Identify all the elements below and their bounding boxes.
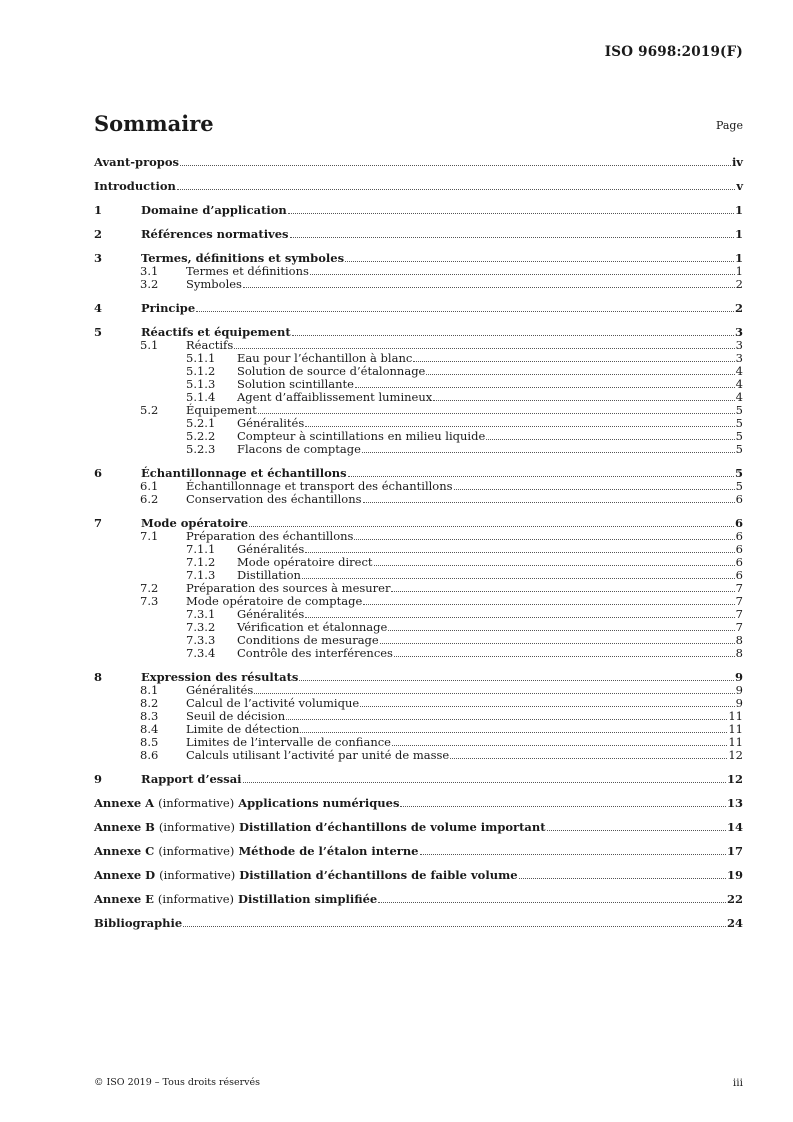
- toc-entry-title: Solution de source d’étalonnage: [237, 364, 426, 378]
- toc-entry[interactable]: [94, 228, 743, 241]
- toc-entry[interactable]: [94, 773, 743, 786]
- dot-leader: [254, 693, 734, 694]
- toc-entry[interactable]: [94, 443, 743, 456]
- toc-entry-title: [94, 869, 518, 882]
- toc-annex-entry[interactable]: [94, 845, 743, 858]
- toc-entry-number: 8.1: [140, 683, 159, 697]
- dot-leader: [388, 630, 734, 631]
- toc-entry-title: [94, 893, 377, 906]
- toc-entry-page: 6: [735, 529, 743, 543]
- toc-entry-number: 7.3: [140, 594, 159, 608]
- toc-entry-page: 1: [734, 251, 743, 265]
- dot-leader: [310, 274, 735, 275]
- toc-entry[interactable]: [94, 278, 743, 291]
- toc-entry-title: Échantillonnage et transport des échantillons: [186, 479, 453, 493]
- toc-entry-title: Préparation des échantillons: [186, 529, 354, 543]
- toc-entry-page: 6: [734, 516, 743, 530]
- dot-leader: [354, 539, 734, 540]
- annex-note: (informative): [158, 796, 235, 810]
- dot-leader: [196, 311, 734, 312]
- toc-entry-page: 19: [726, 868, 743, 882]
- toc-entry-page: 14: [726, 820, 743, 834]
- toc-entry-number: 8: [94, 670, 103, 684]
- dot-leader: [394, 656, 735, 657]
- toc-entry-title: Limite de détection: [186, 722, 300, 736]
- toc-entry-page: 9: [735, 696, 743, 710]
- dot-leader: [180, 165, 731, 166]
- toc-entry-number: 4: [94, 301, 103, 315]
- toc-entry-number: 8.3: [140, 709, 159, 723]
- toc-entry-title: Eau pour l’échantillon à blanc: [237, 351, 413, 365]
- toc-entry-number: 5.2: [140, 403, 159, 417]
- toc-entry-page: 6: [735, 542, 743, 556]
- toc-entry-title: Flacons de comptage: [237, 442, 361, 456]
- dot-leader: [345, 261, 734, 262]
- toc-entry-title: Mode opératoire: [141, 516, 249, 530]
- toc-entry-page: 4: [735, 377, 743, 391]
- toc-entry-page: 11: [728, 709, 743, 723]
- toc-entry-page: 4: [735, 364, 743, 378]
- dot-leader: [420, 854, 726, 855]
- dot-leader: [355, 387, 735, 388]
- toc-entry-title: Mode opératoire direct: [237, 555, 373, 569]
- toc-entry-page: 5: [735, 416, 743, 430]
- toc-entry-page: 6: [735, 492, 743, 506]
- toc-entry-number: 9: [94, 772, 103, 786]
- toc-entry-title: Calcul de l’activité volumique: [186, 696, 360, 710]
- toc-entry-page: 7: [735, 620, 743, 634]
- toc-entry-title: Termes et définitions: [186, 264, 309, 278]
- toc-entry-page: 17: [726, 844, 743, 858]
- dot-leader: [305, 552, 734, 553]
- dot-leader: [454, 489, 735, 490]
- toc-entry-number: 3: [94, 251, 103, 265]
- toc-entry-page: 3: [735, 351, 743, 365]
- dot-leader: [360, 706, 734, 707]
- toc-entry[interactable]: [94, 302, 743, 315]
- toc-entry-page: 7: [735, 607, 743, 621]
- toc-entry-title: Calculs utilisant l’activité par unité de masse: [186, 748, 450, 762]
- toc-entry-number: 5: [94, 325, 103, 339]
- dot-leader: [392, 745, 727, 746]
- toc-entry-title: Symboles: [186, 277, 242, 291]
- toc-entry-page: 5: [734, 466, 743, 480]
- toc-entry-number: 7.3.3: [186, 633, 216, 647]
- toc-entry-page: 22: [726, 892, 743, 906]
- toc-entry-number: 8.2: [140, 696, 159, 710]
- toc-entry-page: 3: [734, 325, 743, 339]
- toc-entry-title: Réactifs et équipement: [141, 325, 291, 339]
- toc-entry-title: Contrôle des interférences: [237, 646, 393, 660]
- toc-entry-title: Domaine d’application: [141, 203, 287, 217]
- annex-note: (informative): [159, 868, 236, 882]
- toc-entry-title: Échantillonnage et échantillons: [141, 466, 347, 480]
- toc-entry-page: 1: [735, 264, 743, 278]
- annex-title: Méthode de l’étalon interne: [238, 844, 419, 858]
- toc-annex-entry[interactable]: [94, 893, 743, 906]
- toc-entry-title: Généralités: [237, 542, 305, 556]
- toc-entry[interactable]: [94, 204, 743, 217]
- table-of-contents: [94, 156, 743, 930]
- toc-entry-page: 7: [735, 594, 743, 608]
- toc-entry-number: 7.2: [140, 581, 159, 595]
- toc-entry[interactable]: [94, 917, 743, 930]
- toc-entry-number: 5.1.1: [186, 351, 216, 365]
- dot-leader: [378, 902, 726, 903]
- toc-entry-title: Distillation: [237, 568, 301, 582]
- toc-entry-page: 12: [728, 748, 743, 762]
- toc-entry[interactable]: [94, 749, 743, 762]
- annex-note: (informative): [158, 844, 235, 858]
- toc-entry-number: 7.3.2: [186, 620, 216, 634]
- toc-entry-title: Limites de l’intervalle de confiance: [186, 735, 391, 749]
- toc-entry-page: 9: [734, 670, 743, 684]
- toc-entry-title: [94, 845, 419, 858]
- dot-leader: [290, 237, 734, 238]
- toc-entry-title: Introduction: [94, 179, 176, 193]
- toc-entry-page: 11: [728, 735, 743, 749]
- toc-entry-page: 1: [734, 227, 743, 241]
- toc-annex-entry[interactable]: [94, 821, 743, 834]
- toc-annex-entry[interactable]: [94, 869, 743, 882]
- dot-leader: [300, 732, 727, 733]
- dot-leader: [348, 476, 734, 477]
- toc-entry-title: Bibliographie: [94, 916, 183, 930]
- toc-entry-title: Généralités: [237, 607, 305, 621]
- toc-entry-page: 8: [735, 633, 743, 647]
- toc-entry-number: 7.1: [140, 529, 159, 543]
- toc-entry-page: 4: [735, 390, 743, 404]
- toc-entry-title: Références normatives: [141, 227, 289, 241]
- footer-page-number: iii: [732, 1077, 743, 1089]
- toc-entry-number: 7.1.1: [186, 542, 216, 556]
- annex-label: Annexe E: [94, 892, 154, 906]
- annex-label: Annexe C: [94, 844, 155, 858]
- dot-leader: [486, 439, 734, 440]
- annex-label: Annexe D: [94, 868, 156, 882]
- toc-entry-number: 5.1: [140, 338, 159, 352]
- dot-leader: [286, 719, 727, 720]
- toc-entry-page: v: [736, 179, 743, 193]
- toc-entry-number: 5.1.4: [186, 390, 216, 404]
- dot-leader: [380, 643, 735, 644]
- dot-leader: [363, 502, 735, 503]
- dot-leader: [243, 287, 735, 288]
- toc-entry-number: 2: [94, 227, 103, 241]
- toc-entry-title: Équipement: [186, 403, 257, 417]
- toc-entry-title: Conditions de mesurage: [237, 633, 379, 647]
- toc-entry-title: [94, 821, 546, 834]
- toc-entry-number: 5.1.2: [186, 364, 216, 378]
- toc-entry-page: 3: [735, 338, 743, 352]
- toc-entry-title: Vérification et étalonnage: [237, 620, 388, 634]
- toc-entry-title: Seuil de décision: [186, 709, 286, 723]
- toc-entry-title: Réactifs: [186, 338, 234, 352]
- toc-entry-number: 5.2.2: [186, 429, 216, 443]
- annex-title: Distillation d’échantillons de volume important: [239, 820, 546, 834]
- toc-entry-title: Agent d’affaiblissement lumineux: [237, 390, 433, 404]
- toc-entry-page: 12: [726, 772, 743, 786]
- page-column-label: Page: [715, 119, 743, 132]
- dot-leader: [519, 878, 726, 879]
- toc-entry-page: iv: [731, 155, 743, 169]
- toc-entry-title: Conservation des échantillons: [186, 492, 362, 506]
- toc-entry-number: 7.3.4: [186, 646, 216, 660]
- dot-leader: [400, 806, 726, 807]
- toc-entry-page: 24: [726, 916, 743, 930]
- toc-entry-page: 5: [735, 442, 743, 456]
- toc-entry-page: 6: [735, 568, 743, 582]
- dot-leader: [391, 591, 734, 592]
- dot-leader: [374, 565, 735, 566]
- toc-entry-page: 6: [735, 555, 743, 569]
- page-title: Sommaire: [94, 111, 214, 136]
- annex-title: Distillation d’échantillons de faible volume: [239, 868, 518, 882]
- annex-note: (informative): [157, 892, 235, 906]
- toc-annex-entry[interactable]: [94, 797, 743, 810]
- toc-entry-number: 7.1.3: [186, 568, 216, 582]
- annex-title: Distillation simplifiée: [238, 892, 378, 906]
- document-id: ISO 9698:2019(F): [604, 44, 743, 60]
- toc-entry-number: 3.1: [140, 264, 159, 278]
- dot-leader: [292, 335, 734, 336]
- dot-leader: [305, 617, 734, 618]
- toc-entry-number: 8.5: [140, 735, 159, 749]
- toc-entry-title: Rapport d’essai: [141, 772, 242, 786]
- dot-leader: [305, 426, 734, 427]
- toc-entry-number: 1: [94, 203, 103, 217]
- dot-leader: [299, 680, 734, 681]
- dot-leader: [426, 374, 734, 375]
- dot-leader: [363, 604, 734, 605]
- toc-entry-title: Principe: [141, 301, 196, 315]
- toc-entry-number: 7.1.2: [186, 555, 216, 569]
- toc-entry-title: [94, 797, 399, 810]
- toc-entry-number: 3.2: [140, 277, 159, 291]
- toc-entry-number: 6: [94, 466, 103, 480]
- toc-entry-number: 7.3.1: [186, 607, 216, 621]
- toc-entry-number: 8.4: [140, 722, 159, 736]
- toc-entry-title: Compteur à scintillations en milieu liquide: [237, 429, 486, 443]
- toc-entry-number: 7: [94, 516, 103, 530]
- dot-leader: [243, 782, 726, 783]
- annex-note: (informative): [158, 820, 235, 834]
- toc-entry-title: Solution scintillante: [237, 377, 354, 391]
- dot-leader: [288, 213, 734, 214]
- toc-entry-page: 5: [735, 403, 743, 417]
- dot-leader: [302, 578, 735, 579]
- toc-entry-page: 8: [735, 646, 743, 660]
- toc-entry-title: Généralités: [186, 683, 254, 697]
- dot-leader: [413, 361, 734, 362]
- dot-leader: [258, 413, 735, 414]
- toc-entry-page: 11: [728, 722, 743, 736]
- toc-entry-title: Expression des résultats: [141, 670, 299, 684]
- toc-entry-page: 2: [735, 277, 743, 291]
- toc-entry-number: 8.6: [140, 748, 159, 762]
- annex-label: Annexe B: [94, 820, 155, 834]
- toc-entry-page: 1: [734, 203, 743, 217]
- toc-entry-title: Généralités: [237, 416, 305, 430]
- dot-leader: [249, 526, 734, 527]
- toc-entry-number: 5.2.3: [186, 442, 216, 456]
- annex-title: Applications numériques: [238, 796, 400, 810]
- dot-leader: [177, 189, 735, 190]
- toc-entry-title: Mode opératoire de comptage: [186, 594, 363, 608]
- toc-entry-number: 5.1.3: [186, 377, 216, 391]
- dot-leader: [362, 452, 735, 453]
- toc-entry-page: 13: [726, 796, 743, 810]
- dot-leader: [433, 400, 734, 401]
- dot-leader: [547, 830, 726, 831]
- toc-entry-title: Termes, définitions et symboles: [141, 251, 345, 265]
- toc-entry-page: 9: [735, 683, 743, 697]
- toc-entry-page: 2: [734, 301, 743, 315]
- toc-entry-number: 6.1: [140, 479, 159, 493]
- annex-label: Annexe A: [94, 796, 155, 810]
- toc-entry-title: Préparation des sources à mesurer: [186, 581, 391, 595]
- toc-entry-number: 6.2: [140, 492, 159, 506]
- toc-entry-page: 5: [735, 479, 743, 493]
- toc-entry[interactable]: [94, 180, 743, 193]
- toc-entry-page: 7: [735, 581, 743, 595]
- dot-leader: [234, 348, 734, 349]
- dot-leader: [450, 758, 727, 759]
- toc-entry[interactable]: [94, 647, 743, 660]
- dot-leader: [183, 926, 726, 927]
- toc-entry[interactable]: [94, 156, 743, 169]
- toc-entry-title: Avant-propos: [94, 155, 179, 169]
- toc-entry-number: 5.2.1: [186, 416, 216, 430]
- toc-entry-page: 5: [735, 429, 743, 443]
- footer-copyright: © ISO 2019 – Tous droits réservés: [94, 1077, 261, 1088]
- toc-entry[interactable]: [94, 493, 743, 506]
